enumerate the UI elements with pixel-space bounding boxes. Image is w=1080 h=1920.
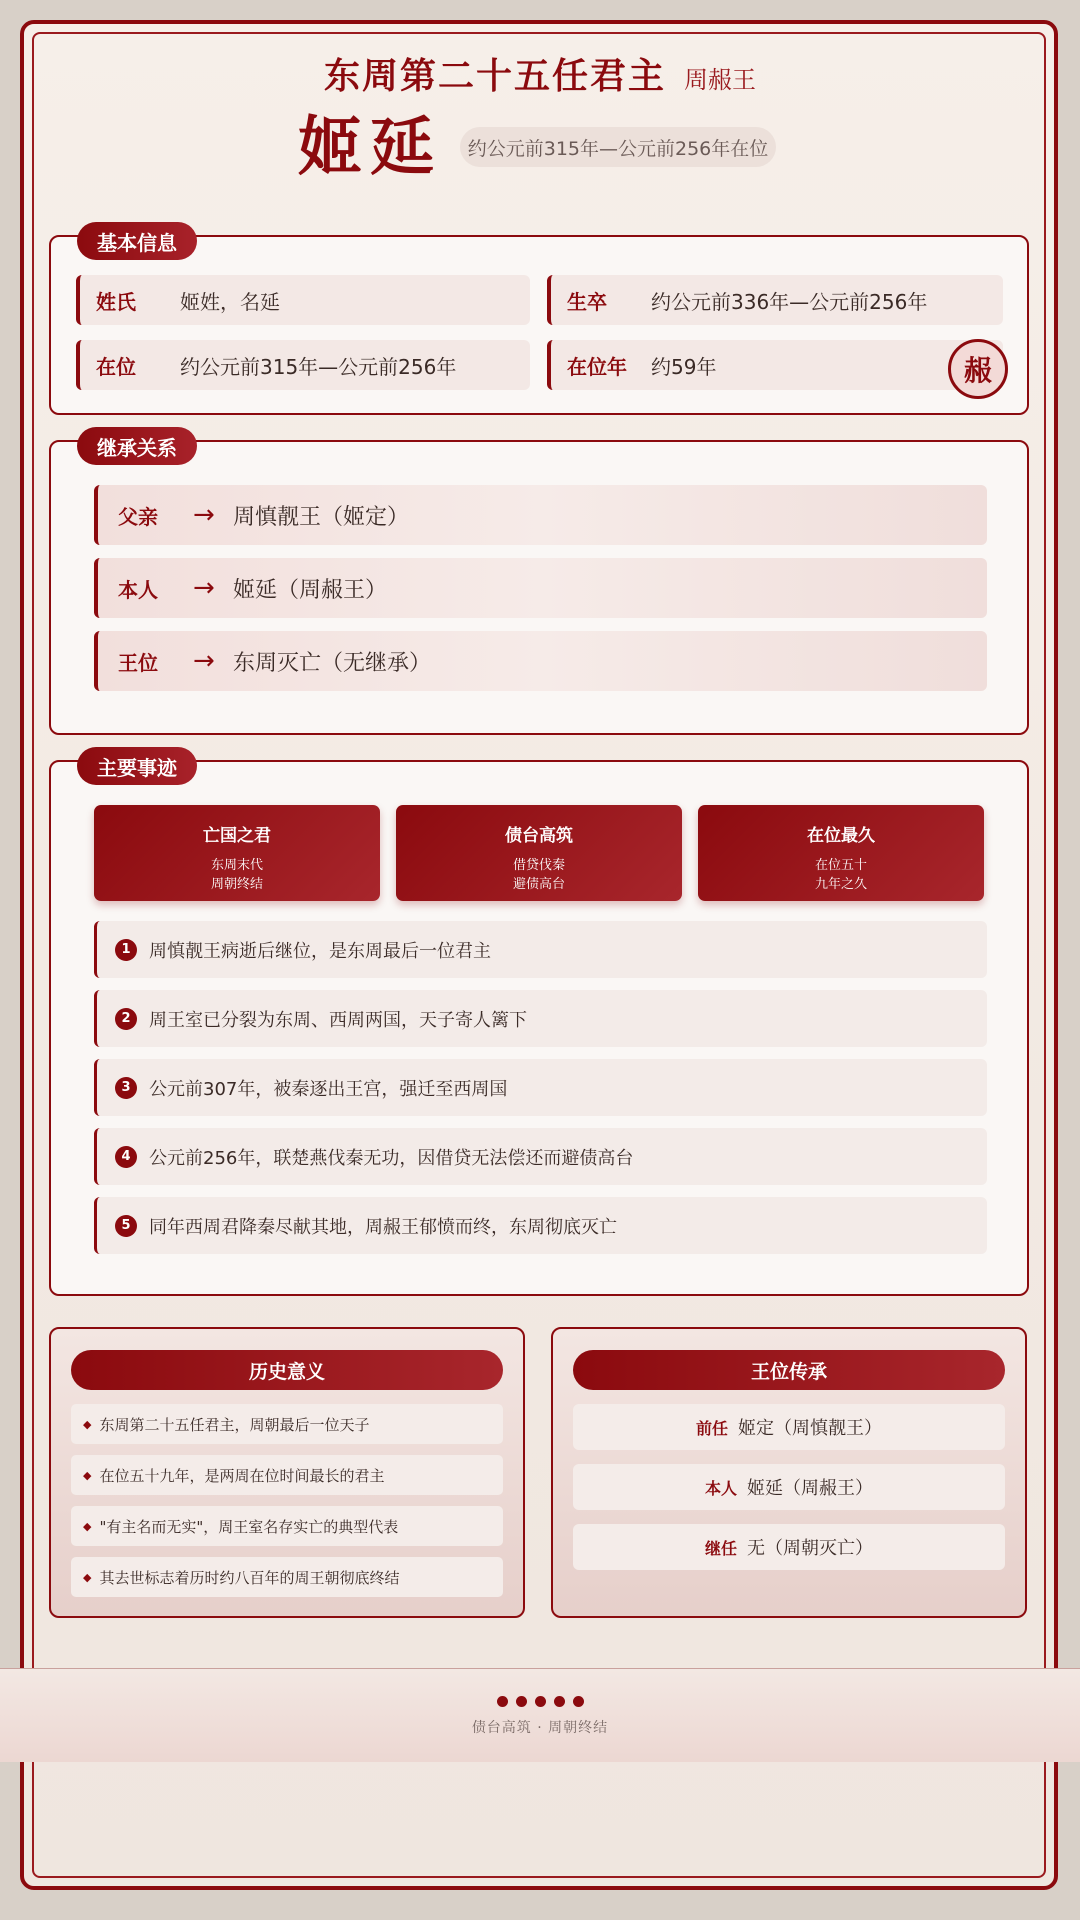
throne-key: 本人 — [704, 1478, 737, 1498]
significance-title: 历史意义 — [71, 1350, 503, 1390]
significance-item — [71, 1557, 503, 1597]
succession-value: 周慎靓王（姬定） — [233, 504, 410, 530]
deed-card-title: 债台高筑 — [505, 826, 573, 846]
deed-card-desc: 九年之久 — [814, 877, 867, 892]
event-text: 同年西周君降秦尽献其地，周赧王郁愤而终，东周彻底灭亡 — [149, 1216, 617, 1238]
throne-title: 王位传承 — [573, 1350, 1005, 1390]
section-tag-basic-info: 基本信息 — [77, 222, 197, 260]
deed-card-desc: 避债高台 — [512, 877, 565, 892]
succession-key: 父亲 — [118, 504, 158, 529]
info-cell-lifespan — [547, 275, 1003, 325]
king-name: 姬延 — [298, 110, 442, 185]
deed-card-desc: 周朝终结 — [210, 877, 263, 892]
throne-item-successor — [573, 1524, 1005, 1570]
info-value: 约59年 — [651, 354, 717, 379]
info-value: 约公元前336年—公元前256年 — [651, 289, 928, 314]
succession-value: 东周灭亡（无继承） — [233, 650, 432, 676]
footer-dots-icon — [0, 1692, 1080, 1711]
event-number: 2 — [115, 1008, 137, 1030]
diamond-bullet-icon: ◆ — [83, 1417, 92, 1431]
significance-item — [71, 1455, 503, 1495]
succession-value: 姬延（周赧王） — [233, 577, 388, 603]
event-item — [94, 990, 987, 1047]
throne-value: 无（周朝灭亡） — [747, 1538, 873, 1559]
basic-info-section — [49, 230, 1029, 415]
info-key: 在位年 — [567, 354, 627, 379]
significance-text: 东周第二十五任君主，周朝最后一位天子 — [99, 1415, 370, 1434]
event-number: 4 — [115, 1146, 137, 1168]
diamond-bullet-icon: ◆ — [83, 1468, 92, 1482]
event-number: 5 — [115, 1215, 137, 1237]
deed-card-desc: 东周末代 — [210, 858, 263, 873]
event-item — [94, 1197, 987, 1254]
event-text: 公元前307年，被秦逐出王宫，强迁至西周国 — [149, 1078, 508, 1100]
event-text: 周王室已分裂为东周、西周两国，天子寄人篱下 — [149, 1009, 527, 1031]
significance-item — [71, 1506, 503, 1546]
deed-card-debt-tower — [396, 805, 682, 901]
info-key: 在位 — [96, 354, 136, 379]
deed-card-desc: 借贷伐秦 — [512, 858, 565, 873]
info-key: 姓氏 — [96, 289, 136, 314]
info-value: 约公元前315年—公元前256年 — [180, 354, 457, 379]
throne-item-self — [573, 1464, 1005, 1510]
arrow-right-icon: → — [193, 500, 215, 530]
deed-card-title: 在位最久 — [807, 826, 875, 846]
significance-panel — [49, 1327, 525, 1618]
succession-row-self — [94, 558, 987, 618]
significance-text: 在位五十九年，是两周在位时间最长的君主 — [99, 1466, 385, 1485]
dynasty-title: 东周第二十五任君主 — [323, 56, 666, 97]
arrow-right-icon: → — [193, 646, 215, 676]
significance-text: 其去世标志着历时约八百年的周王朝彻底终结 — [99, 1568, 400, 1587]
succession-row-throne — [94, 631, 987, 691]
info-cell-reign-years — [547, 340, 1003, 390]
title-suffix: 周赧王 — [684, 66, 756, 94]
deeds-section — [49, 755, 1029, 1296]
throne-panel — [551, 1327, 1027, 1618]
throne-key: 前任 — [695, 1418, 728, 1438]
throne-key: 继任 — [704, 1538, 737, 1558]
info-cell-reign — [76, 340, 530, 390]
diamond-bullet-icon: ◆ — [83, 1570, 92, 1584]
event-item — [94, 921, 987, 978]
deed-card-last-ruler — [94, 805, 380, 901]
section-tag-deeds: 主要事迹 — [77, 747, 197, 785]
reign-period-pill: 约公元前315年—公元前256年在位 — [460, 127, 776, 167]
diamond-bullet-icon: ◆ — [83, 1519, 92, 1533]
info-value: 姬姓，名延 — [180, 289, 280, 314]
deed-card-longest-reign — [698, 805, 984, 901]
deed-card-title: 亡国之君 — [203, 826, 271, 846]
footer-band — [0, 1668, 1080, 1762]
throne-value: 姬延（周赧王） — [747, 1478, 873, 1499]
seal-stamp-icon: 赧 — [948, 339, 1008, 399]
header-title-line — [0, 48, 1080, 99]
event-item — [94, 1059, 987, 1116]
section-tag-succession: 继承关系 — [77, 427, 197, 465]
event-number: 3 — [115, 1077, 137, 1099]
footer-text: 债台高筑 · 周朝终结 — [471, 1720, 609, 1736]
event-text: 周慎靓王病逝后继位，是东周最后一位君主 — [149, 940, 491, 962]
arrow-right-icon: → — [193, 573, 215, 603]
succession-key: 王位 — [118, 650, 158, 675]
event-number: 1 — [115, 939, 137, 961]
deed-card-desc: 在位五十 — [814, 858, 867, 873]
throne-item-predecessor — [573, 1404, 1005, 1450]
event-text: 公元前256年，联楚燕伐秦无功，因借贷无法偿还而避债高台 — [149, 1147, 634, 1169]
event-item — [94, 1128, 987, 1185]
significance-text: "有主名而无实"，周王室名存实亡的典型代表 — [99, 1517, 399, 1536]
succession-section — [49, 435, 1029, 735]
succession-row-father — [94, 485, 987, 545]
significance-item — [71, 1404, 503, 1444]
info-key: 生卒 — [567, 289, 607, 314]
info-cell-surname — [76, 275, 530, 325]
throne-value: 姬定（周慎靓王） — [738, 1418, 882, 1439]
succession-key: 本人 — [118, 577, 158, 602]
